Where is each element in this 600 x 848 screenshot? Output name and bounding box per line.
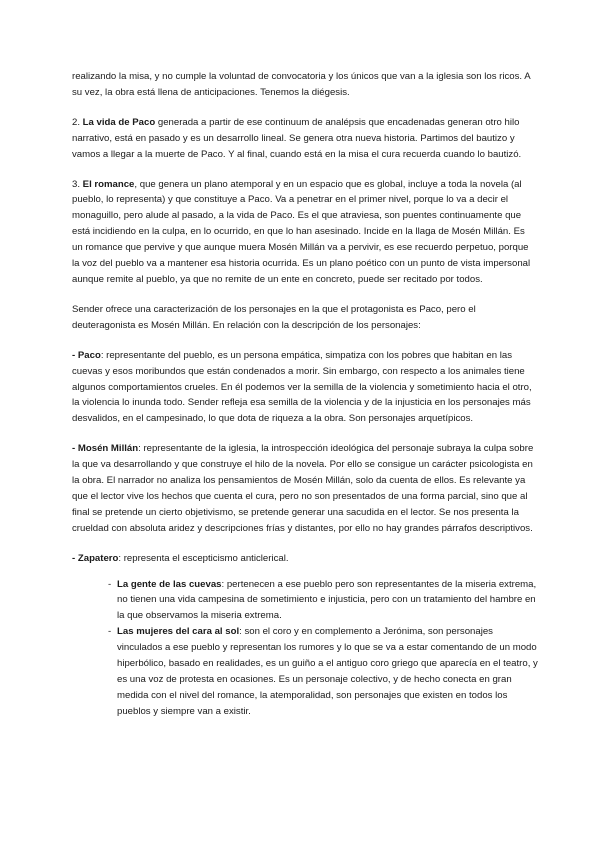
characters-intro-paragraph xyxy=(72,302,538,334)
cuevas-term: La gente de las cuevas xyxy=(117,578,222,590)
plane-3-term: El romance xyxy=(82,178,135,190)
plane-2-text: generada a partir de ese continuum de analépsis que encadenadas generan otro hilo narrativo, está en pasado y es un desarrollo lineal. Se genera otra nueva historia. Partimos del bautizo y vamos a llegar a la muerte de Paco. Y al final, cuando está en la misa el cura recuerda cuando lo bautizó. xyxy=(72,116,522,160)
mujeres-term: Las mujeres del cara al sol xyxy=(117,626,240,638)
characters-intro-text: Sender ofrece una caracterización de los personajes en la que el protagonista es Paco, pero el deuteragonista es Mosén Millán. En relación con la descripción de los personajes: xyxy=(72,303,476,331)
plane-2-term: La vida de Paco xyxy=(82,116,156,128)
paco-paragraph xyxy=(72,348,538,428)
mosen-term: Mosén Millán xyxy=(77,443,139,455)
plane-2-number: 2. xyxy=(72,116,83,128)
mujeres-text: : son el coro y en complemento a Jerónima, son personajes vinculados a ese pueblo y representan los rumores y lo que se va a estar comentando de un modo hiperbólico, basado en realidades, es un guiño a el antiguo coro griego que aparecía en el teatro, y es una voz de protesta en ocasiones. Es un personaje colectivo, y de hecho conecta en gran medida con el nivel del romance, la atemporalidad, son personajes que existen en todos los pueblos y siempre van a existir. xyxy=(117,626,538,717)
intro-text: realizando la misa, y no cumple la voluntad de convocatoria y los únicos que van a la iglesia son los ricos. A su vez, la obra está llena de anticipaciones. Tenemos la diégesis. xyxy=(72,71,531,98)
secondary-characters-list xyxy=(72,577,538,720)
paco-text: : representante del pueblo, es un persona empática, simpatiza con los pobres que habitan en las cuevas y esos moribundos que están condenados a morir. Sin embargo, con respecto a los animales tiene algunos comportamientos crueles. En él podemos ver la semilla de la violencia y sometimiento hacia el otro, la violencia lo inunda todo. Sender refleja esa semilla de la violencia y de la injusticia en los personajes más desvalidos, en el campesinado, lo que dota de riqueza a la obra. Son personajes arquetípicos. xyxy=(72,349,532,425)
intro-paragraph xyxy=(72,69,538,101)
paco-term: Paco xyxy=(77,349,101,361)
mosen-text: : representante de la iglesia, la introspección ideológica del personaje subraya la culpa sobre la que va desarrollando y que construye el hilo de la novela. Por ello se consigue un carácter psicologista en la obra. El narrador no analiza los pensamientos de Mosén Millán, solo da cuenta de ellos. Es relevante ya que el lector vive los hechos que cuenta el cura, pero no son presentados de una forma parcial, sino que al final se pretende un cierto objetivismo, se pretende generar una sacudida en el lector. Se nos presenta la crueldad con absoluta aridez y descripciones frías y distantes, por ello no hay grandes párrafos descriptivos. xyxy=(72,443,534,534)
plane-3-text: , que genera un plano atemporal y en un espacio que es global, incluye a toda la novela (al pueblo, lo representa) y que constituye a Paco. Va a penetrar en el primer nivel, porque lo va a decir el monaguillo, pero alude al pasado, a la vida de Paco. Es el que atraviesa, son puentes continuamente que está incidiendo en la culpa, en lo ocurrido, en que lo han asesinado. Incide en la llaga de Mosén Millán. Es un romance que pervive y que aunque muera Mosén Millán va a pervivir, es ese recuerdo perpetuo, porque la voz del pueblo va a mantener esa historia ocurrida. Es un plano poético con un punto de vista impersonal aunque remite al pueblo, ya que no remite de un ente en concreto, puede ser recitado por todos. xyxy=(72,178,531,285)
plane-2-paragraph xyxy=(72,115,538,163)
paco-prefix: - xyxy=(72,349,78,361)
plane-3-number: 3. xyxy=(72,178,83,190)
list-item xyxy=(108,577,538,625)
list-item xyxy=(108,624,538,719)
plane-3-paragraph xyxy=(72,177,538,288)
list-dash: - xyxy=(108,578,112,590)
cuevas-text: : pertenecen a ese pueblo pero son representantes de la miseria extrema, no tienen una vida campesina de sometimiento e injusticia, pero con un tratamiento del hambre en la que observamos la miseria extrema. xyxy=(117,578,537,622)
zapatero-paragraph xyxy=(72,551,538,567)
mosen-prefix: - xyxy=(72,443,78,455)
zapatero-text: : representa el escepticismo anticlerical. xyxy=(118,552,289,564)
list-dash: - xyxy=(108,626,112,638)
zapatero-term: Zapatero xyxy=(77,552,119,564)
zapatero-prefix: - xyxy=(72,552,78,564)
mosen-paragraph xyxy=(72,441,538,536)
